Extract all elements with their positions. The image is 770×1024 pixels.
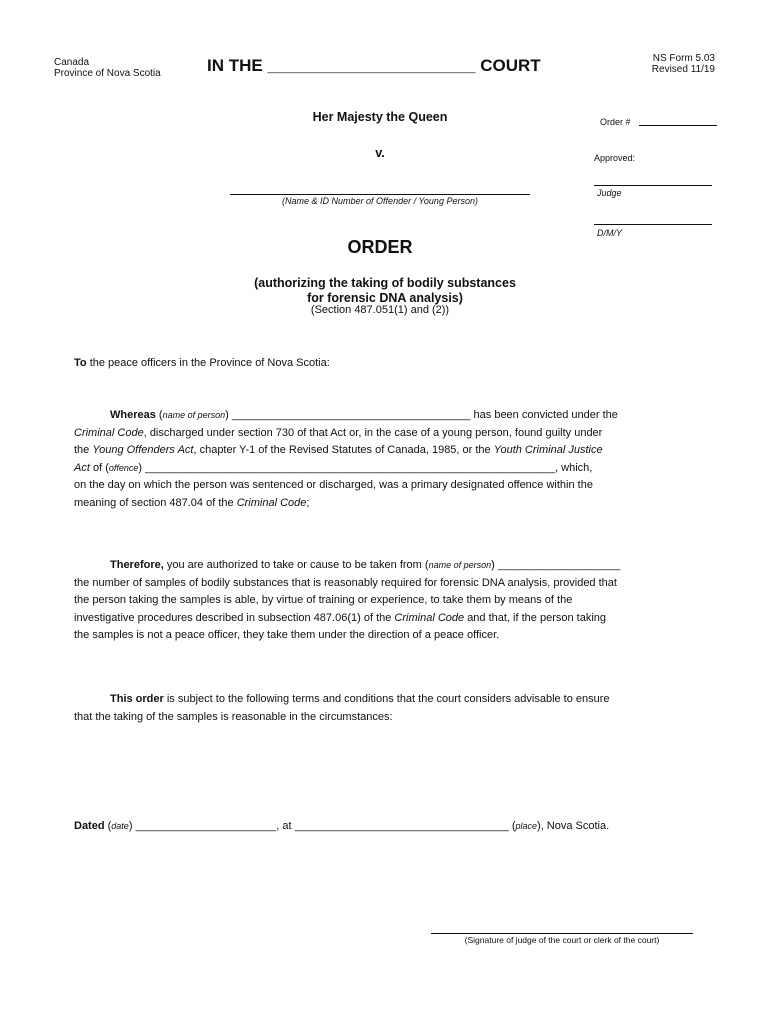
order-section-ref: (Section 487.051(1) and (2)) [310, 304, 450, 316]
terms-line-2: that the taking of the samples is reasonable in the circumstances: [74, 710, 393, 723]
criminal-code-ref-1: Criminal Code [74, 426, 144, 439]
whereas-text-10: ; [306, 496, 310, 509]
order-title: ORDER [347, 237, 413, 257]
approved-label: Approved: [594, 153, 636, 163]
dated-tail: , Nova Scotia. [540, 820, 610, 832]
therefore-text-4b: and that, if the person taking [467, 611, 607, 624]
dated-place-note: place [515, 821, 538, 831]
terms-line-1 [74, 691, 714, 709]
therefore-text-1: you are authorized to take or cause to be taken from ( [166, 559, 429, 571]
yoa-ref: Young Offenders Act [92, 444, 194, 457]
whereas-offence-note: offence [108, 462, 139, 473]
dated-place-blank[interactable]: ___________________________________ [294, 820, 509, 832]
order-number-line[interactable] [639, 125, 717, 126]
therefore-text-4a: investigative procedures described in subsection 487.06(1) of the [74, 611, 392, 624]
whereas-paragraph [74, 407, 714, 513]
crown-party: Her Majesty the Queen [312, 110, 448, 124]
therefore-name-blank[interactable]: ____________________ [497, 559, 621, 571]
whereas-lead: Whereas [110, 409, 156, 421]
whereas-line-1: Whereas (name of person) _______________________________________ has been convicted under the [110, 409, 618, 421]
therefore-lead: Therefore, [110, 559, 164, 571]
order-subtitle-line2: for forensic DNA analysis) [307, 291, 463, 305]
whereas-text-7: , which, [555, 461, 593, 474]
ycja-ref-2: Act [74, 461, 90, 474]
whereas-line-2 [74, 425, 714, 443]
dated-lead: Dated [74, 820, 105, 832]
therefore-name-note: name of person [428, 560, 492, 570]
ycja-ref-1: Youth Criminal Justice [493, 444, 603, 457]
whereas-text-6: ) [138, 461, 143, 474]
whereas-text-2: , discharged under section 730 of that Act or, in the case of a young person, found guilty under [143, 426, 603, 439]
therefore-line-2: the number of samples of bodily substances that is reasonably required for forensic DNA analysis, provided that [74, 576, 617, 589]
whereas-text-1: has been convicted under the [473, 409, 618, 421]
form-id-block [620, 53, 715, 75]
dated-date-note: date [111, 821, 129, 831]
court-heading [207, 56, 541, 76]
province-label: Province of Nova Scotia [54, 68, 161, 79]
order-number-label: Order # [600, 117, 631, 127]
therefore-line-1 [74, 557, 714, 575]
dated-date-blank[interactable]: _______________________ [135, 820, 277, 832]
dated-line: Dated (date) _______________________, at ___________________________________ (place), Nova Scotia. [74, 820, 610, 832]
whereas-name-blank[interactable]: _______________________________________ [231, 409, 471, 421]
criminal-code-ref-2: Criminal Code [236, 496, 307, 509]
court-name-blank[interactable]: ______________________ [267, 56, 476, 75]
signature-caption: (Signature of judge of the court or clerk of the court) [464, 935, 660, 945]
dated-at: , at [276, 820, 292, 832]
therefore-line-4 [74, 610, 714, 628]
court-suffix: COURT [480, 56, 541, 75]
judge-line[interactable] [594, 185, 712, 186]
whereas-line-6 [74, 495, 714, 513]
whereas-line-5 [74, 477, 714, 495]
therefore-text-2: ) [491, 559, 495, 571]
whereas-text-8: on the day on which the person was sentenced or discharged, was a primary designated offence within the [74, 479, 593, 492]
whereas-line-3 [74, 442, 714, 460]
whereas-text-4: , chapter Y-1 of the Revised Statutes of Canada, 1985, or the [193, 444, 491, 457]
approval-date-label: D/M/Y [597, 228, 623, 238]
country-label: Canada [54, 57, 90, 68]
whereas-text-9: meaning of section 487.04 of the [74, 496, 234, 509]
therefore-line-3: the person taking the samples is able, by virtue of training or experience, to take them by means of the [74, 594, 573, 607]
whereas-line-4 [74, 460, 714, 478]
whereas-name-note: name of person [162, 410, 226, 420]
offender-name-line[interactable] [230, 194, 530, 195]
judge-label: Judge [597, 188, 622, 198]
criminal-code-ref-3: Criminal Code [394, 611, 465, 624]
offender-caption: (Name & ID Number of Offender / Young Person) [282, 196, 478, 206]
terms-text-1: is subject to the following terms and conditions that the court considers advisable to ensure [166, 693, 610, 705]
addressee-to: To [74, 357, 87, 369]
form-revised: Revised 11/19 [651, 64, 715, 75]
whereas-text-3: the [74, 444, 90, 457]
approval-date-line[interactable] [594, 224, 712, 225]
therefore-paragraph [74, 557, 714, 645]
addressee-text: the peace officers in the Province of Nova Scotia: [89, 357, 330, 369]
order-subtitle-line1: (authorizing the taking of bodily substances [254, 276, 516, 290]
versus-label: v. [375, 146, 385, 160]
therefore-line-5: the samples is not a peace officer, they take them under the direction of a peace officer. [74, 629, 500, 642]
form-number: NS Form 5.03 [652, 53, 715, 64]
jurisdiction-block [54, 57, 161, 79]
whereas-offence-blank[interactable]: ___________________________________________________________________ [145, 461, 556, 474]
terms-paragraph [74, 691, 714, 726]
whereas-text-5: of ( [92, 461, 109, 474]
order-subtitle [185, 276, 585, 306]
terms-lead: This order [110, 693, 164, 705]
signature-line[interactable] [431, 933, 693, 934]
court-prefix: IN THE [207, 56, 263, 75]
addressee-line [74, 357, 330, 369]
